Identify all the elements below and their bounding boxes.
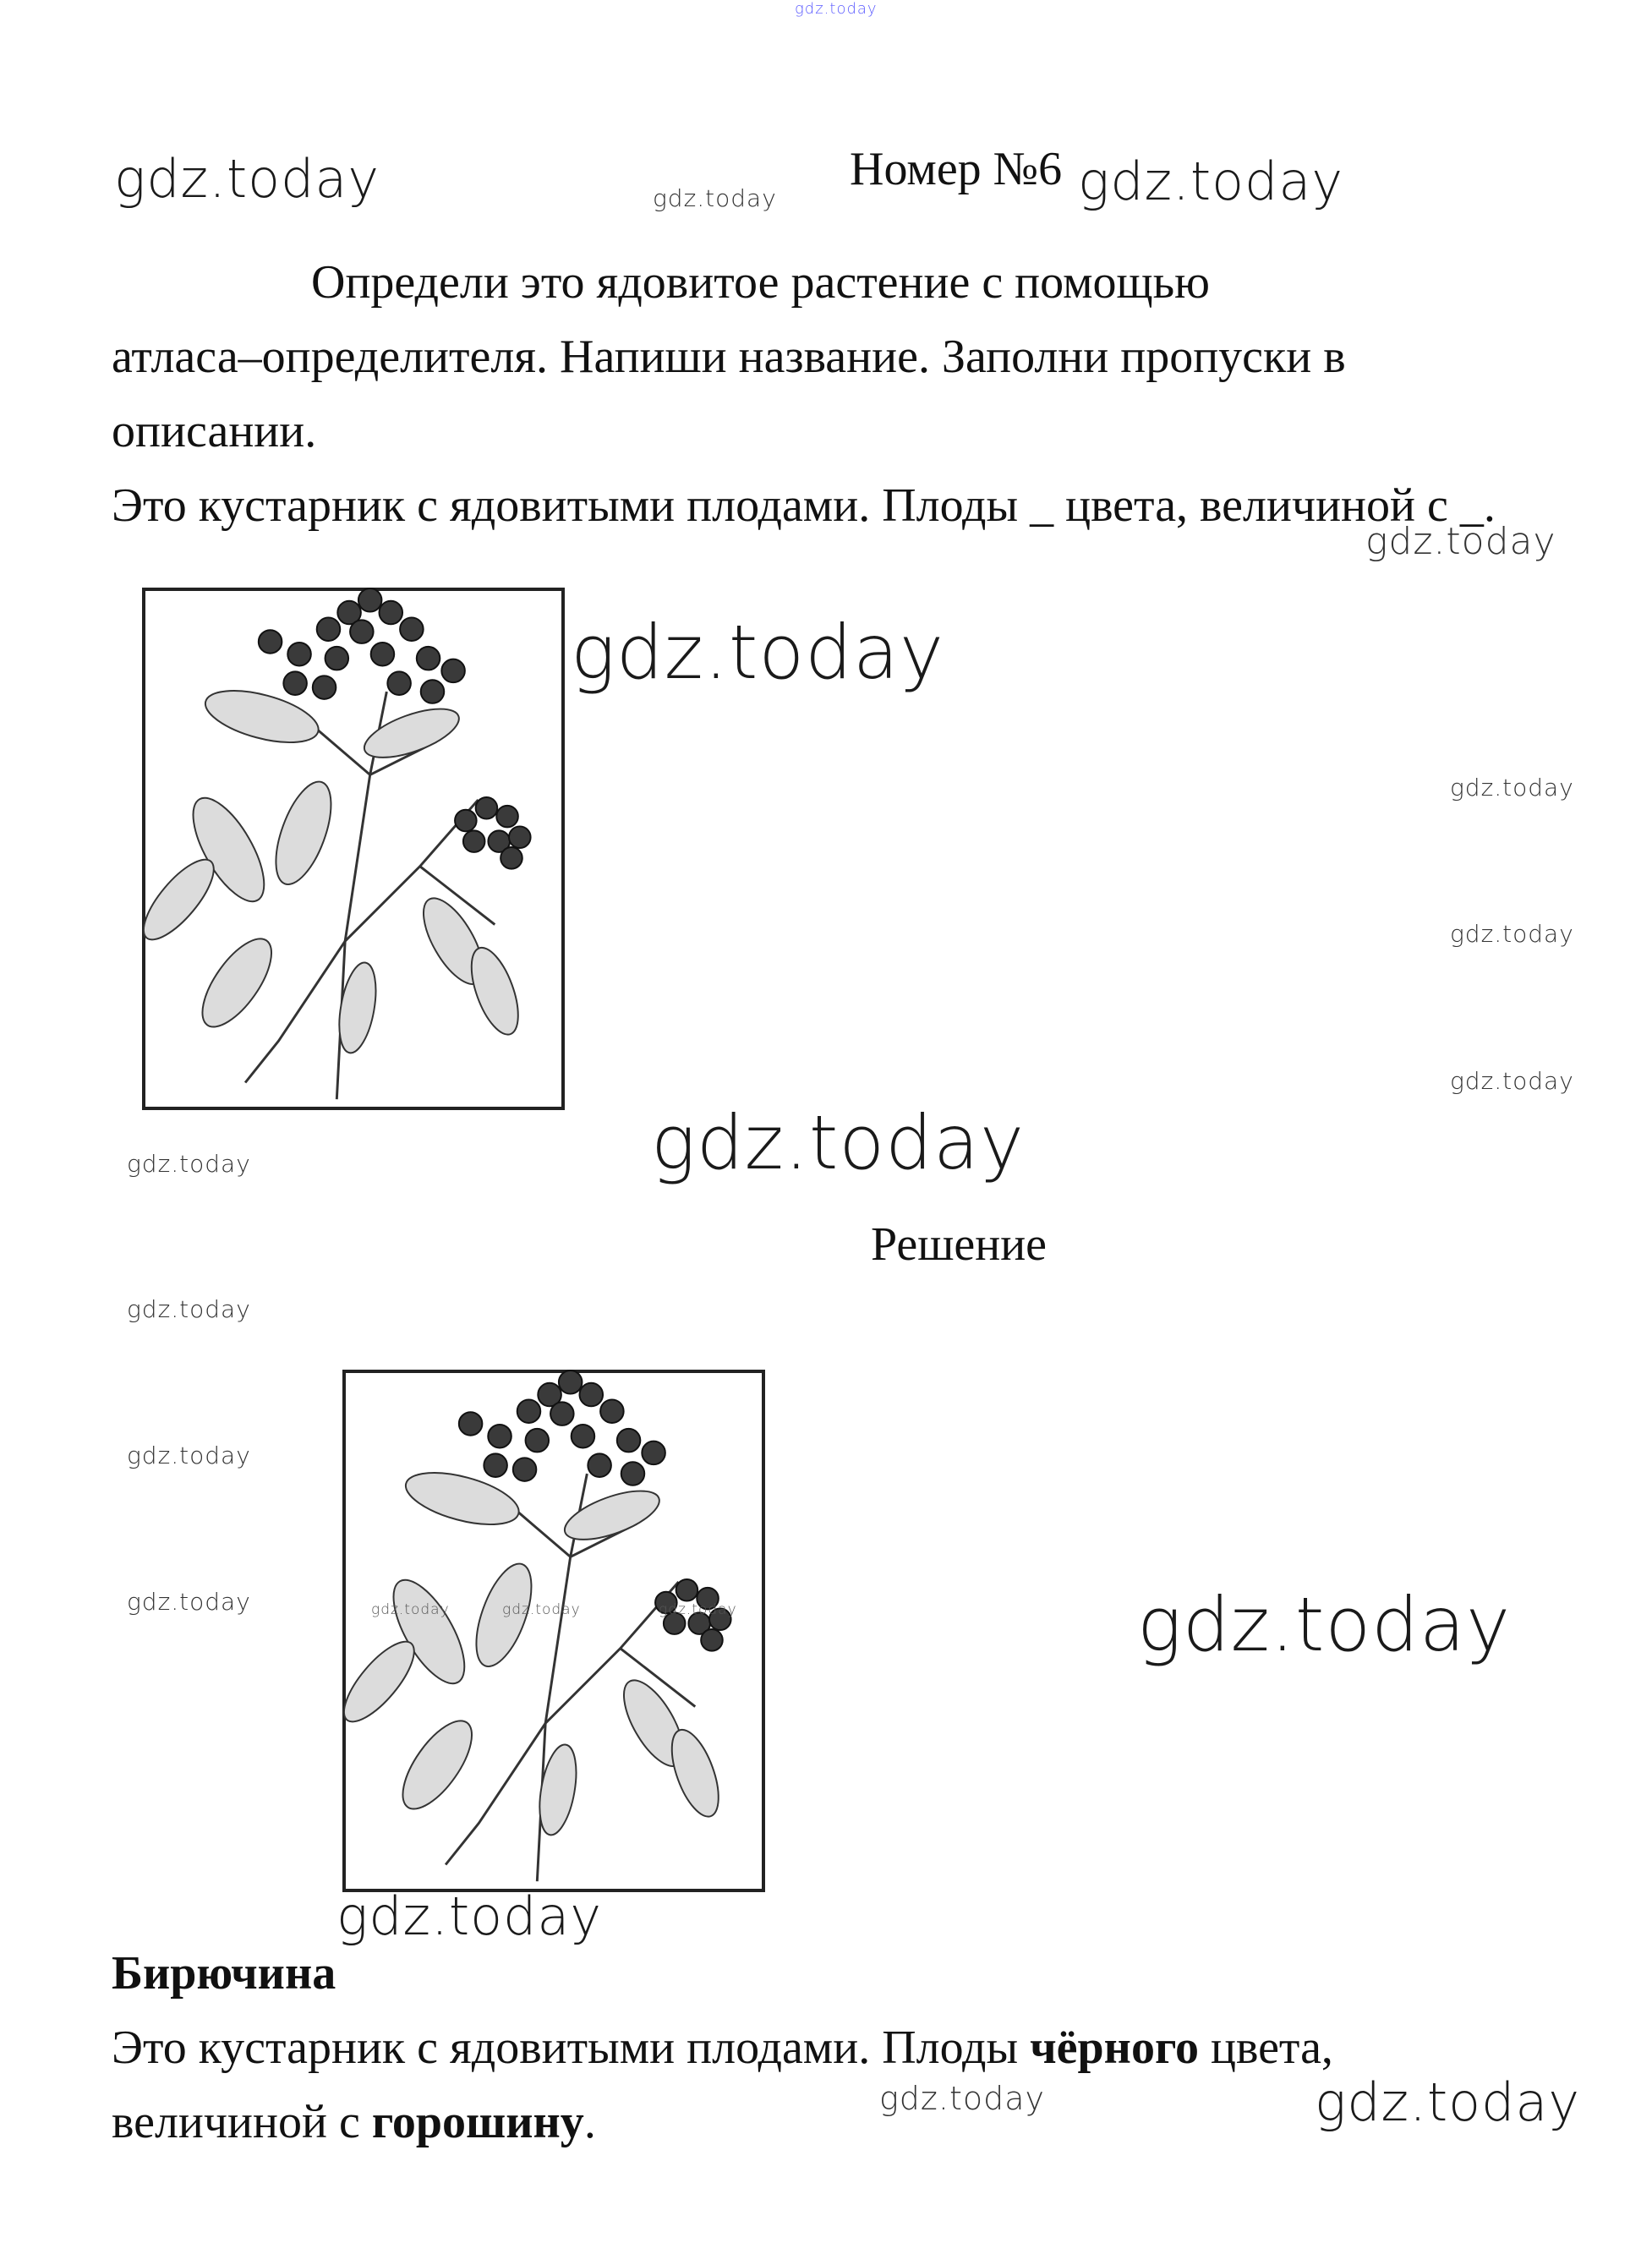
watermark: gdz.today bbox=[371, 1601, 450, 1618]
watermark: gdz.today bbox=[1137, 1581, 1512, 1668]
watermark: gdz.today bbox=[879, 2080, 1045, 2117]
watermark: gdz.today bbox=[502, 1601, 581, 1618]
watermark: gdz.today bbox=[127, 1295, 251, 1323]
watermark: gdz.today bbox=[127, 1588, 251, 1616]
task-line-4: Это кустарник с ядовитыми плодами. Плоды _ цвета, величиной с _. bbox=[112, 479, 1496, 532]
plant-illustration bbox=[145, 591, 561, 1107]
question-plant-image bbox=[142, 588, 565, 1110]
page-title: Номер №6 bbox=[850, 143, 1063, 195]
watermark: gdz.today bbox=[127, 1442, 251, 1469]
watermark: gdz.today bbox=[1450, 774, 1574, 802]
answer-line-1: Это кустарник с ядовитыми плодами. Плоды чёрного цвета, bbox=[112, 2022, 1333, 2074]
answer-size: горошину bbox=[371, 2096, 584, 2148]
answer-plant-image bbox=[342, 1370, 765, 1892]
watermark: gdz.today bbox=[653, 184, 777, 212]
answer-color: чёрного bbox=[1030, 2022, 1199, 2074]
watermark: gdz.today bbox=[1450, 1067, 1574, 1095]
answer-line-2: величиной с горошину. bbox=[112, 2096, 596, 2148]
watermark: gdz.today bbox=[571, 609, 945, 696]
task-line-3: описании. bbox=[112, 405, 317, 457]
watermark: gdz.today bbox=[1078, 150, 1344, 212]
watermark: gdz.today bbox=[651, 1099, 1026, 1186]
watermark: gdz.today bbox=[1315, 2071, 1581, 2133]
plant-illustration bbox=[346, 1373, 762, 1889]
watermark: gdz.today bbox=[659, 1601, 737, 1618]
watermark: gdz.today bbox=[1365, 520, 1556, 563]
watermark: gdz.today bbox=[336, 1885, 603, 1947]
solution-heading: Решение bbox=[871, 1218, 1048, 1271]
watermark: gdz.today bbox=[127, 1150, 251, 1178]
plant-name: Бирючина bbox=[112, 1947, 336, 2000]
top-watermark: gdz.today bbox=[795, 0, 878, 18]
task-line-1: Определи это ядовитое растение с помощью bbox=[311, 256, 1211, 309]
watermark: gdz.today bbox=[114, 148, 380, 210]
task-line-2: атласа–определителя. Напиши название. Заполни пропуски в bbox=[112, 331, 1346, 383]
watermark: gdz.today bbox=[1450, 920, 1574, 948]
